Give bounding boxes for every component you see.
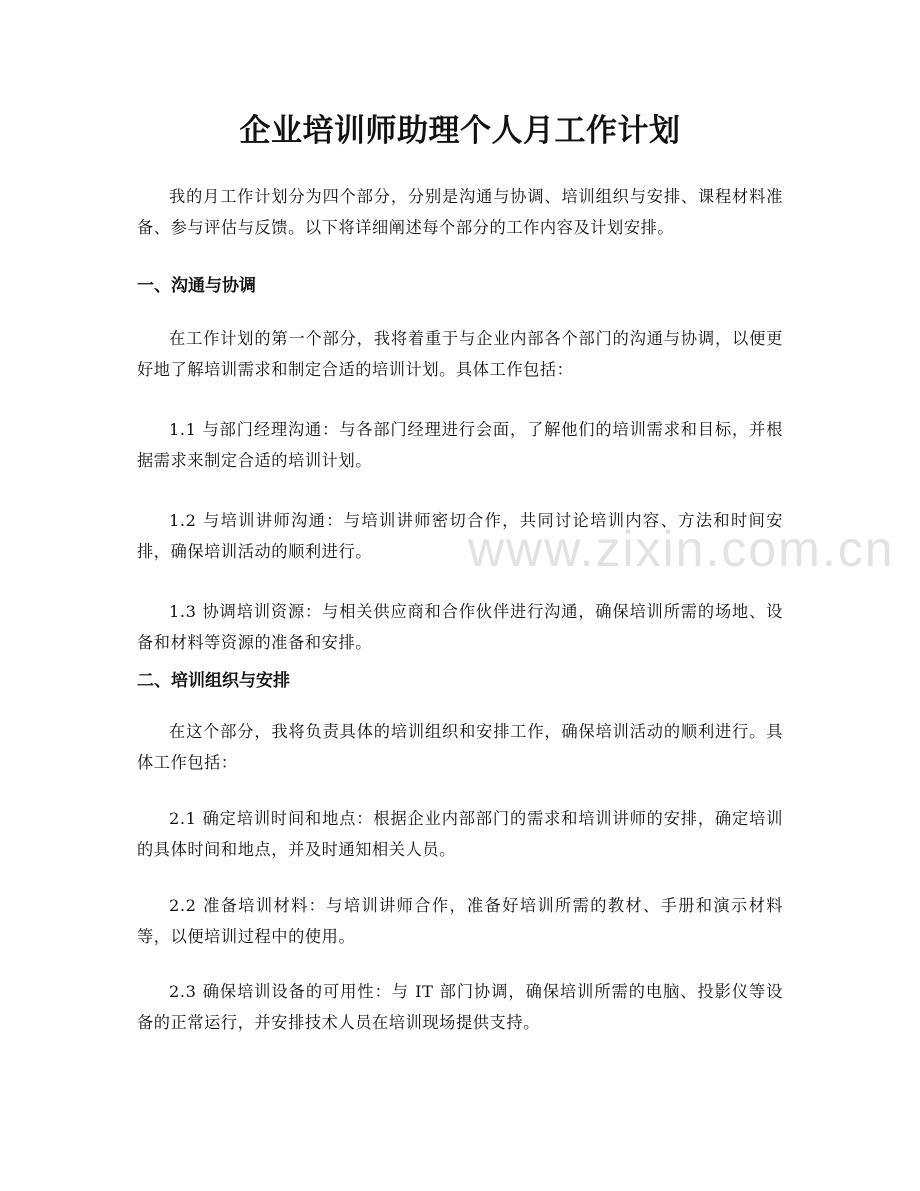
section-1-lead: 在工作计划的第一个部分，我将着重于与企业内部各个部门的沟通与协调，以便更好地了解培训需求和制定合适的培训计划。具体工作包括： bbox=[137, 329, 783, 379]
section-2-item-2: 2.2 准备培训材料：与培训讲师合作，准备好培训所需的教材、手册和演示材料等，以便培训过程中的使用。 bbox=[137, 896, 783, 946]
section-2-item-1: 2.1 确定培训时间和地点：根据企业内部部门的需求和培训讲师的安排，确定培训的具体时间和地点，并及时通知相关人员。 bbox=[137, 809, 783, 859]
section-2-item-3: 2.3 确保培训设备的可用性：与 IT 部门协调，确保培训所需的电脑、投影仪等设备的正常运行，并安排技术人员在培训现场提供支持。 bbox=[137, 982, 783, 1032]
intro-paragraph: 我的月工作计划分为四个部分，分别是沟通与协调、培训组织与安排、课程材料准备、参与评估与反馈。以下将详细阐述每个部分的工作内容及计划安排。 bbox=[137, 187, 783, 237]
section-1-heading: 一、沟通与协调 bbox=[137, 276, 256, 296]
section-1-item-3: 1.3 协调培训资源：与相关供应商和合作伙伴进行沟通，确保培训所需的场地、设备和材料等资源的准备和安排。 bbox=[137, 602, 783, 652]
section-1-item-1: 1.1 与部门经理沟通：与各部门经理进行会面，了解他们的培训需求和目标，并根据需求来制定合适的培训计划。 bbox=[137, 420, 783, 470]
section-2-lead: 在这个部分，我将负责具体的培训组织和安排工作，确保培训活动的顺利进行。具体工作包括： bbox=[137, 722, 783, 772]
watermark-text: www.zixin.com.cn bbox=[468, 521, 895, 577]
section-1-item-2: 1.2 与培训讲师沟通：与培训讲师密切合作，共同讨论培训内容、方法和时间安排，确保培训活动的顺利进行。 bbox=[137, 511, 783, 561]
section-2-heading: 二、培训组织与安排 bbox=[137, 671, 290, 691]
document-title: 企业培训师助理个人月工作计划 bbox=[239, 113, 681, 149]
